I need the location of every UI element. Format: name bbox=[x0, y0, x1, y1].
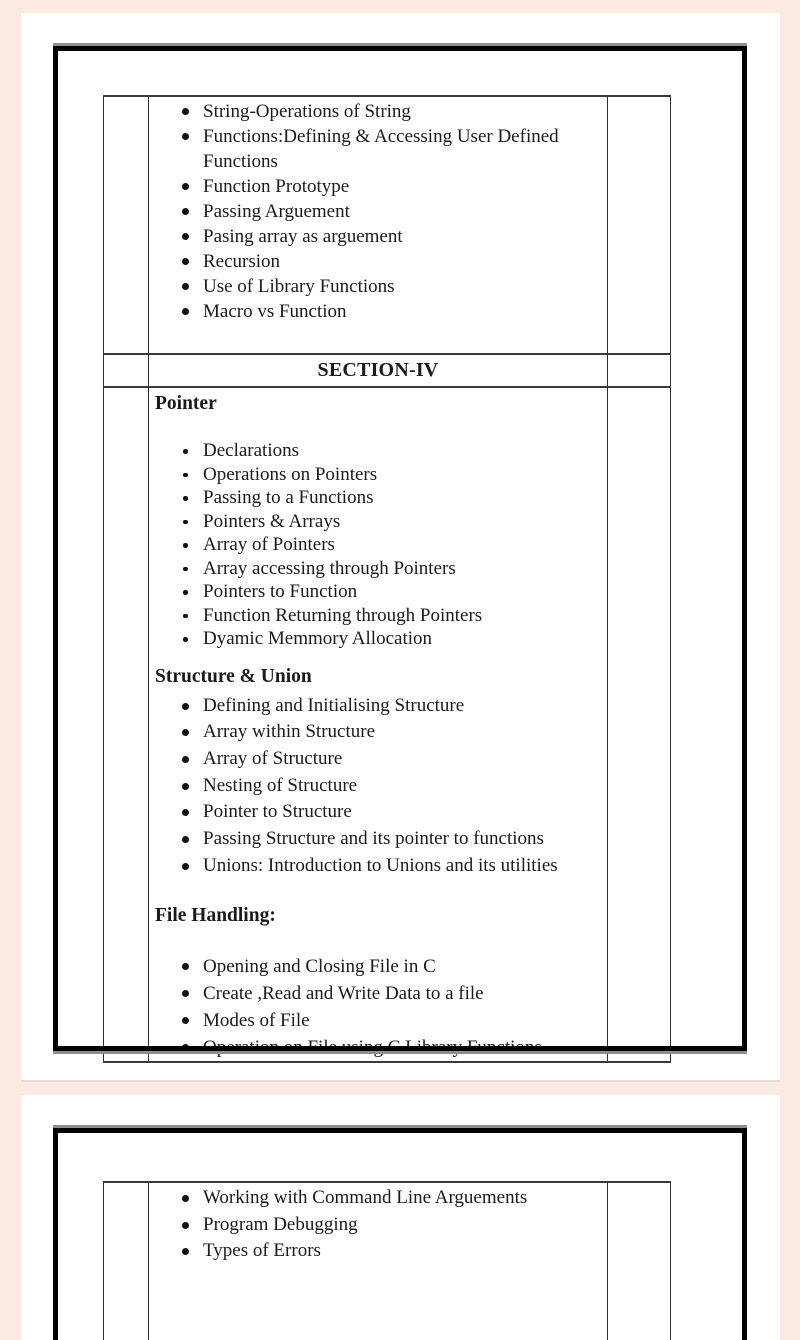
topics-list-continued bbox=[149, 99, 607, 324]
topics-list-page2 bbox=[149, 1185, 607, 1265]
list-item: Array within Structure bbox=[203, 719, 593, 746]
section-heading-file-handling: File Handling: bbox=[155, 905, 276, 927]
gutter-cell-left bbox=[104, 1182, 149, 1340]
syllabus-table-page2 bbox=[103, 1181, 671, 1340]
gutter-cell-right bbox=[608, 96, 671, 354]
list-item: Function Returning through Pointers bbox=[203, 604, 593, 628]
topics-cell bbox=[149, 96, 608, 354]
gutter-cell-right bbox=[608, 354, 671, 387]
list-item: Pasing array as arguement bbox=[203, 224, 593, 249]
syllabus-table-page1 bbox=[103, 95, 671, 1063]
list-item: Nesting of Structure bbox=[203, 773, 593, 800]
table-row bbox=[104, 354, 671, 387]
topics-cell bbox=[149, 387, 608, 1062]
list-item: Macro vs Function bbox=[203, 299, 593, 324]
list-item: Modes of File bbox=[203, 1007, 593, 1034]
list-item: Function Prototype bbox=[203, 174, 593, 199]
list-item: Use of Library Functions bbox=[203, 274, 593, 299]
section-heading-structure-union: Structure & Union bbox=[155, 665, 312, 687]
list-item: Passing to a Functions bbox=[203, 486, 593, 510]
list-item: Create ,Read and Write Data to a file bbox=[203, 980, 593, 1007]
list-item: Unions: Introduction to Unions and its utilities bbox=[203, 853, 593, 880]
pointer-topics-list bbox=[149, 439, 607, 651]
list-item: Program Debugging bbox=[203, 1212, 593, 1239]
gutter-cell-right bbox=[608, 387, 671, 1062]
list-item: Passing Structure and its pointer to functions bbox=[203, 826, 593, 853]
list-item: Defining and Initialising Structure bbox=[203, 693, 593, 720]
list-item: Array of Pointers bbox=[203, 533, 593, 557]
list-item: Recursion bbox=[203, 249, 593, 274]
list-item: Passing Arguement bbox=[203, 199, 593, 224]
table-row bbox=[104, 1182, 671, 1340]
structure-union-topics-list bbox=[149, 693, 607, 880]
list-item: Array of Structure bbox=[203, 746, 593, 773]
gutter-cell-right bbox=[608, 1182, 671, 1340]
table-row bbox=[104, 96, 671, 354]
section-heading-pointer: Pointer bbox=[155, 393, 217, 414]
topics-cell bbox=[149, 1182, 608, 1340]
gutter-cell-left bbox=[104, 387, 149, 1062]
list-item: Pointers & Arrays bbox=[203, 510, 593, 534]
list-item: Operations on Pointers bbox=[203, 463, 593, 487]
list-item: Operation on File using C Library Functions bbox=[203, 1034, 593, 1061]
list-item: Opening and Closing File in C bbox=[203, 953, 593, 980]
list-item: Working with Command Line Arguements bbox=[203, 1185, 593, 1212]
list-item: Declarations bbox=[203, 439, 593, 463]
list-item: Types of Errors bbox=[203, 1238, 593, 1265]
table-row bbox=[104, 387, 671, 1062]
section-banner: SECTION-IV bbox=[149, 354, 608, 387]
list-item: Pointers to Function bbox=[203, 580, 593, 604]
gutter-cell-left bbox=[104, 354, 149, 387]
list-item: Array accessing through Pointers bbox=[203, 557, 593, 581]
file-handling-topics-list bbox=[149, 953, 607, 1061]
list-item: String-Operations of String bbox=[203, 99, 593, 124]
list-item: Pointer to Structure bbox=[203, 799, 593, 826]
list-item: Functions:Defining & Accessing User Defined Functions bbox=[203, 124, 593, 174]
gutter-cell-left bbox=[104, 96, 149, 354]
list-item: Dyamic Memmory Allocation bbox=[203, 627, 593, 651]
